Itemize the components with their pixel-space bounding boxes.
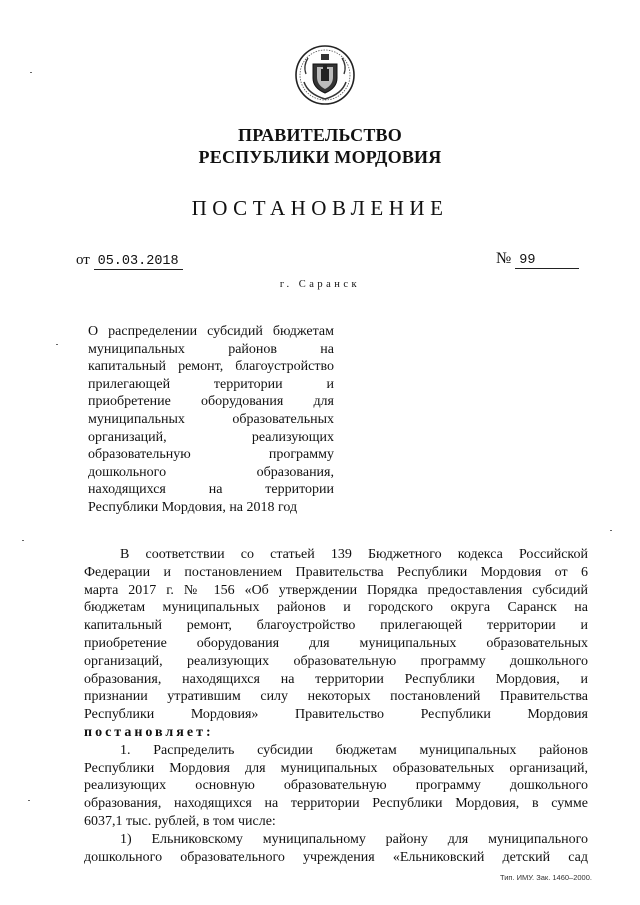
subject-line: организаций, реализующих (88, 429, 334, 445)
body-line: реализующих основную образовательную программу дошкольного (84, 778, 588, 794)
body-line: организаций, реализующих образовательную программу дошкольного (84, 653, 588, 669)
body-line: образования, находящихся на территории Республики Мордовия, и (84, 671, 588, 687)
body-line: образования, находящихся на территории Республики Мордовия, в сумме (84, 796, 588, 812)
body-line: Федерации и постановлением Правительства Республики Мордовия от 6 (84, 564, 588, 580)
print-mark: Тип. ИМУ. Зак. 1460–2000. (499, 873, 592, 882)
document-number (496, 250, 579, 269)
subject-line: приобретение оборудования для (88, 394, 334, 410)
subject-line: капитальный ремонт, благоустройство (88, 359, 334, 375)
coat-of-arms-icon (294, 44, 356, 106)
body-line: 1) Ельниковскому муниципальному району для муниципального (120, 831, 588, 847)
org-title-line2: РЕСПУБЛИКИ МОРДОВИЯ (198, 147, 442, 167)
city-line: г. Саранск (279, 279, 361, 290)
subject-line: прилегающей территории и (88, 376, 334, 392)
resolution-keyword: постановляет: (84, 724, 214, 740)
subject-line: муниципальных образовательных (88, 411, 334, 427)
date-value: 05.03.2018 (94, 254, 183, 270)
number-value: 99 (515, 253, 579, 269)
subject-line: образовательную программу (88, 447, 334, 463)
body-line: марта 2017 г. № 156 «Об утверждении Порядка предоставления субсидий (84, 582, 588, 598)
body-line: В соответствии со статьей 139 Бюджетного кодекса Российской (120, 547, 588, 562)
scan-speck (56, 344, 58, 345)
document-subject (88, 323, 334, 517)
scan-speck (610, 530, 612, 531)
scan-speck (22, 540, 24, 541)
body-line: Республики Мордовия» Правительство Республики Мордовия (84, 707, 588, 723)
document-type-title: ПОСТАНОВЛЕНИЕ (191, 196, 449, 220)
scan-speck (28, 800, 30, 801)
subject-line: Республики Мордовия, на 2018 год (88, 499, 298, 515)
body-line: капитальный ремонт, благоустройство прилегающей территории и (84, 618, 588, 634)
body-line: приобретение оборудования для муниципальных образовательных (84, 635, 588, 651)
body-line: 1. Распределить субсидии бюджетам муниципальных районов (120, 742, 588, 758)
subject-line: О распределении субсидий бюджетам (88, 324, 334, 339)
date-prefix: от (76, 252, 90, 268)
document-date (76, 252, 183, 270)
body-line: бюджетам муниципальных районов и городского округа Саранск на (84, 600, 588, 616)
subject-line: находящихся на территории (88, 482, 334, 498)
subject-line: муниципальных районов на (88, 341, 334, 357)
number-prefix: № (496, 250, 512, 267)
subject-line: дошкольного образования, (88, 464, 334, 480)
scan-speck (30, 72, 32, 73)
org-title-line1: ПРАВИТЕЛЬСТВО (238, 125, 402, 145)
body-line: Республики Мордовия для муниципальных образовательных организаций, (84, 760, 588, 776)
body-line: 6037,1 тыс. рублей, в том числе: (84, 813, 276, 829)
body-line: дошкольного образовательного учреждения «Ельниковский детский сад (84, 849, 588, 865)
document-body (84, 546, 588, 866)
body-line: признании утратившим силу некоторых постановлений Правительства (84, 689, 588, 705)
